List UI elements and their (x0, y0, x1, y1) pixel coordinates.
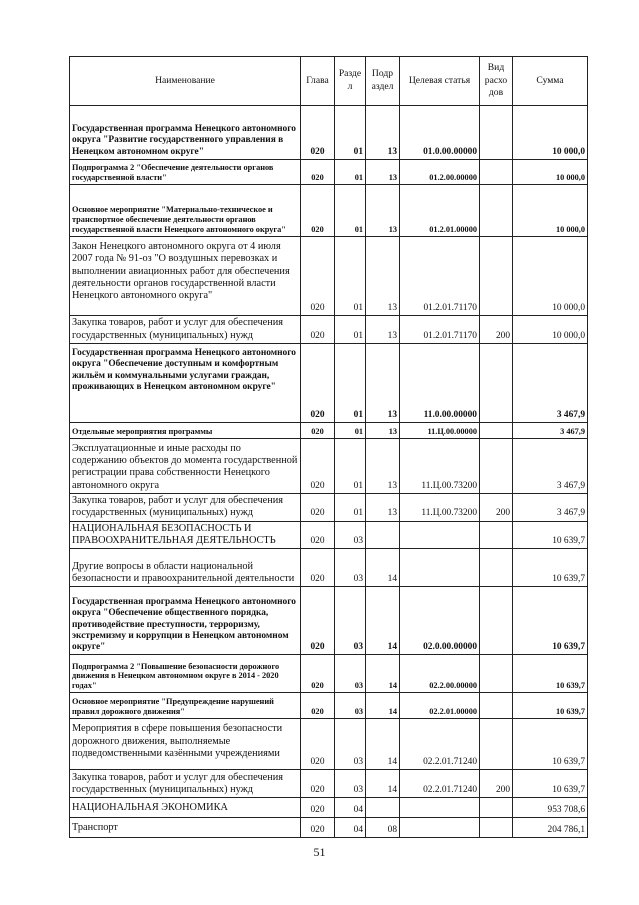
row-vid: 200 (480, 494, 513, 522)
row-podrazdel: 13 (366, 439, 400, 494)
row-glava: 020 (301, 798, 335, 818)
table-row (70, 316, 588, 344)
row-name: Закупка товаров, работ и услуг для обеспечения государственных (муниципальных) нужд (70, 316, 301, 344)
table-row (70, 549, 588, 587)
row-razdel: 03 (335, 587, 366, 655)
row-glava: 020 (301, 344, 335, 423)
row-razdel: 03 (335, 719, 366, 770)
row-glava: 020 (301, 423, 335, 439)
row-target: 02.0.00.00000 (400, 587, 480, 655)
row-podrazdel: 14 (366, 655, 400, 693)
row-glava: 020 (301, 719, 335, 770)
row-sum: 3 467,9 (513, 344, 588, 423)
row-glava: 020 (301, 693, 335, 719)
row-target (400, 818, 480, 838)
row-sum: 10 639,7 (513, 693, 588, 719)
row-name: Другие вопросы в области национальной безопасности и правоохранительной деятельности (70, 549, 301, 587)
row-vid (480, 160, 513, 185)
row-vid (480, 693, 513, 719)
row-name: Государственная программа Ненецкого автономного округа "Обеспечение общественного порядка, противодействие преступности, терроризму, экстремизму и коррупции в Ненецком автономном округе" (70, 587, 301, 655)
table-row (70, 106, 588, 160)
row-podrazdel: 14 (366, 693, 400, 719)
header-name: Наименование (70, 57, 301, 106)
row-razdel: 03 (335, 770, 366, 798)
row-sum: 10 000,0 (513, 316, 588, 344)
row-vid (480, 549, 513, 587)
row-podrazdel: 14 (366, 549, 400, 587)
row-sum: 10 639,7 (513, 770, 588, 798)
row-sum: 10 639,7 (513, 719, 588, 770)
row-target: 02.2.01.71240 (400, 719, 480, 770)
table-row (70, 237, 588, 316)
row-name: Государственная программа Ненецкого автономного округа "Обеспечение доступным и комфортным жильём и коммунальными услугами граждан, проживающих в Ненецком автономном округе" (70, 344, 301, 423)
row-target: 01.0.00.00000 (400, 106, 480, 160)
row-vid (480, 423, 513, 439)
row-sum: 204 786,1 (513, 818, 588, 838)
table-row (70, 719, 588, 770)
table-row (70, 521, 588, 549)
row-razdel: 01 (335, 344, 366, 423)
row-sum: 10 639,7 (513, 549, 588, 587)
row-podrazdel: 14 (366, 719, 400, 770)
row-razdel: 01 (335, 185, 366, 237)
row-name: НАЦИОНАЛЬНАЯ БЕЗОПАСНОСТЬ И ПРАВООХРАНИТЕЛЬНАЯ ДЕЯТЕЛЬНОСТЬ (70, 521, 301, 549)
row-name: Транспорт (70, 818, 301, 838)
row-name: Подпрограмма 2 "Повышение безопасности дорожного движения в Ненецком автономном округе в 2014 - 2020 годах" (70, 655, 301, 693)
row-glava: 020 (301, 587, 335, 655)
table-row (70, 693, 588, 719)
row-sum: 10 000,0 (513, 185, 588, 237)
table-row (70, 185, 588, 237)
header-sum: Сумма (513, 57, 588, 106)
row-podrazdel (366, 798, 400, 818)
row-vid (480, 655, 513, 693)
row-vid (480, 439, 513, 494)
row-razdel: 04 (335, 818, 366, 838)
row-vid: 200 (480, 316, 513, 344)
row-podrazdel: 13 (366, 160, 400, 185)
table-row (70, 439, 588, 494)
row-glava: 020 (301, 818, 335, 838)
row-vid (480, 521, 513, 549)
row-glava: 020 (301, 237, 335, 316)
row-vid (480, 587, 513, 655)
row-podrazdel: 13 (366, 423, 400, 439)
header-glava: Глава (301, 57, 335, 106)
row-podrazdel: 13 (366, 494, 400, 522)
row-target: 02.2.01.71240 (400, 770, 480, 798)
row-name: Подпрограмма 2 "Обеспечение деятельности органов государственной власти" (70, 160, 301, 185)
row-target: 01.2.01.71170 (400, 237, 480, 316)
row-vid (480, 798, 513, 818)
table-row (70, 655, 588, 693)
row-name: Закупка товаров, работ и услуг для обеспечения государственных (муниципальных) нужд (70, 770, 301, 798)
row-target: 01.2.01.71170 (400, 316, 480, 344)
row-sum: 10 000,0 (513, 106, 588, 160)
row-glava: 020 (301, 185, 335, 237)
row-sum: 10 639,7 (513, 587, 588, 655)
row-glava: 020 (301, 160, 335, 185)
row-name: Государственная программа Ненецкого автономного округа "Развитие государственного управления в Ненецком автономном округе" (70, 106, 301, 160)
row-sum: 10 639,7 (513, 655, 588, 693)
row-podrazdel: 13 (366, 344, 400, 423)
row-glava: 020 (301, 316, 335, 344)
row-vid (480, 106, 513, 160)
row-glava: 020 (301, 439, 335, 494)
row-podrazdel: 14 (366, 587, 400, 655)
row-podrazdel: 13 (366, 106, 400, 160)
row-sum: 10 639,7 (513, 521, 588, 549)
row-sum: 3 467,9 (513, 494, 588, 522)
row-sum: 953 708,6 (513, 798, 588, 818)
row-name: Закупка товаров, работ и услуг для обеспечения государственных (муниципальных) нужд (70, 494, 301, 522)
row-sum: 3 467,9 (513, 423, 588, 439)
row-target: 11.Ц.00.73200 (400, 439, 480, 494)
row-target (400, 549, 480, 587)
row-glava: 020 (301, 494, 335, 522)
row-razdel: 03 (335, 549, 366, 587)
row-podrazdel: 14 (366, 770, 400, 798)
table-row (70, 818, 588, 838)
row-razdel: 01 (335, 237, 366, 316)
row-sum: 10 000,0 (513, 237, 588, 316)
header-podrazdel: Подр аздел (366, 57, 400, 106)
row-vid (480, 719, 513, 770)
row-target: 11.Ц.00.00000 (400, 423, 480, 439)
row-target (400, 521, 480, 549)
table-row (70, 160, 588, 185)
row-name: Основное мероприятие "Материально-техническое и транспортное обеспечение деятельности органов государственной власти Ненецкого автономного округа" (70, 185, 301, 237)
row-name: Мероприятия в сфере повышения безопасности дорожного движения, выполняемые подведомственными казёнными учреждениями (70, 719, 301, 770)
row-razdel: 03 (335, 655, 366, 693)
row-name: Основное мероприятие "Предупреждение нарушений правил дорожного движения" (70, 693, 301, 719)
row-razdel: 03 (335, 521, 366, 549)
row-name: Закон Ненецкого автономного округа от 4 июля 2007 года № 91-оз "О воздушных перевозках и выполнении авиационных работ для обеспечения деятельности органов государственной власти Ненецкого автономного округа" (70, 237, 301, 316)
row-podrazdel: 13 (366, 316, 400, 344)
row-vid (480, 344, 513, 423)
table-row (70, 423, 588, 439)
row-name: Эксплуатационные и иные расходы по содержанию объектов до момента государственной регистрации права собственности Ненецкого автономного округа (70, 439, 301, 494)
page-number: 51 (313, 845, 326, 859)
row-glava: 020 (301, 655, 335, 693)
row-razdel: 03 (335, 693, 366, 719)
row-sum: 3 467,9 (513, 439, 588, 494)
row-razdel: 01 (335, 439, 366, 494)
row-glava: 020 (301, 770, 335, 798)
row-vid (480, 818, 513, 838)
row-podrazdel: 08 (366, 818, 400, 838)
table-row (70, 770, 588, 798)
row-podrazdel (366, 521, 400, 549)
row-target: 01.2.01.00000 (400, 185, 480, 237)
table-header-row (70, 57, 588, 106)
row-target (400, 798, 480, 818)
row-razdel: 01 (335, 494, 366, 522)
row-razdel: 01 (335, 106, 366, 160)
row-name: Отдельные мероприятия программы (70, 423, 301, 439)
row-vid: 200 (480, 770, 513, 798)
table-row (70, 587, 588, 655)
row-razdel: 01 (335, 160, 366, 185)
row-name: НАЦИОНАЛЬНАЯ ЭКОНОМИКА (70, 798, 301, 818)
row-vid (480, 237, 513, 316)
header-razdel: Разде л (335, 57, 366, 106)
row-razdel: 01 (335, 423, 366, 439)
row-target: 11.0.00.00000 (400, 344, 480, 423)
row-glava: 020 (301, 106, 335, 160)
row-glava: 020 (301, 521, 335, 549)
row-target: 02.2.01.00000 (400, 693, 480, 719)
row-vid (480, 185, 513, 237)
row-razdel: 01 (335, 316, 366, 344)
row-glava: 020 (301, 549, 335, 587)
row-razdel: 04 (335, 798, 366, 818)
table-row (70, 798, 588, 818)
row-podrazdel: 13 (366, 237, 400, 316)
budget-table (69, 56, 588, 838)
table-row (70, 494, 588, 522)
row-target: 01.2.00.00000 (400, 160, 480, 185)
row-podrazdel: 13 (366, 185, 400, 237)
header-target: Целевая статья (400, 57, 480, 106)
header-vid: Вид расхо дов (480, 57, 513, 106)
row-sum: 10 000,0 (513, 160, 588, 185)
row-target: 11.Ц.00.73200 (400, 494, 480, 522)
row-target: 02.2.00.00000 (400, 655, 480, 693)
table-row (70, 344, 588, 423)
